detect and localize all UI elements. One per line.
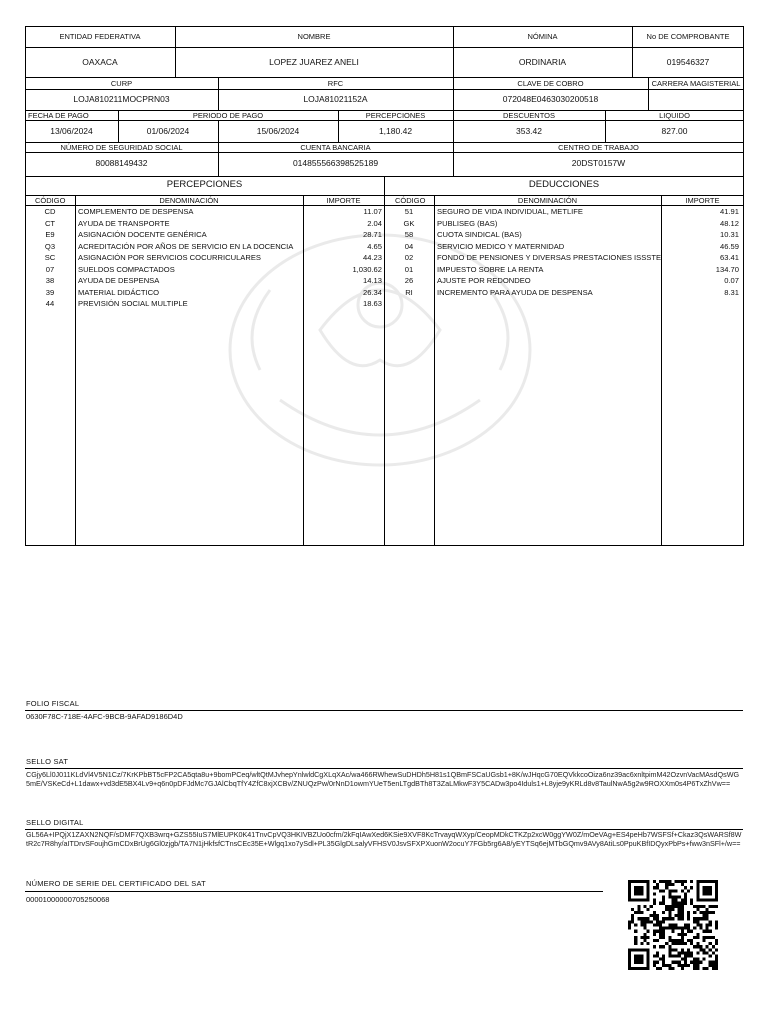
liquido-label: LIQUIDO (659, 111, 690, 120)
qr-code (628, 880, 718, 970)
deduccion-importe: 10.31 (719, 230, 739, 239)
percepcion-denominacion: MATERIAL DIDÁCTICO (78, 287, 160, 297)
percepcion-denominacion: COMPLEMENTO DE DESPENSA (78, 207, 194, 216)
percepcion-importe: 2.04 (367, 218, 382, 228)
percepcion-codigo: 07 (45, 264, 55, 274)
percepcion-importe: 44.23 (362, 253, 382, 262)
nss-value: 80088149432 (95, 158, 148, 168)
deduccion-importe: 41.91 (719, 207, 739, 216)
curp-value: LOJA810211MOCPRN03 (73, 94, 170, 104)
descuentos-label: DESCUENTOS (503, 111, 555, 120)
entidad-label: ENTIDAD FEDERATIVA (59, 32, 141, 41)
percepcion-codigo: CT (44, 218, 56, 228)
clave-cobro-label: CLAVE DE COBRO (517, 79, 584, 88)
percepcion-importe: 4.65 (367, 241, 382, 251)
percepcion-codigo: Q3 (44, 241, 56, 251)
percepcion-importe: 1,030.62 (352, 264, 382, 274)
percepcion-codigo: 39 (45, 287, 55, 297)
clave-cobro-value: 072048E0463030200518 (502, 94, 599, 104)
perc-col-importe: IMPORTE (326, 196, 361, 205)
deduccion-importe: 0.07 (724, 276, 739, 285)
cuenta-label: CUENTA BANCARIA (300, 143, 371, 152)
deduccion-importe: 134.70 (715, 264, 739, 274)
deduccion-denominacion: INCREMENTO PARA AYUDA DE DESPENSA (437, 287, 593, 297)
percepcion-codigo: 44 (45, 299, 55, 308)
rfc-label: RFC (327, 79, 344, 88)
sello-digital-value: GL56A+IPQjX1ZAXN2NQF/sDMF7QXB3wrq+GZS55IuS7MlEUPK0K41TnvCpVQ3HKIVBZUo0cfm/2kFqIAwXed6KSie9XVF8KcTrvayqWXyp/CeopMDkCTKZp2xcW0ggYW0Z/mOeVAg+ES4peHb7WSFSf+Ckaz3QsWARSf8WtR2c7R8hy/aITDrvSFoujhGmCDxBrUg6Gl0zjgb/TA7N1jHkfsfCTnsCEc35E+Wlgq1xo7ySdl+PL35GlgDLsalyVFHSV0JsvSFXPXuonW2ocuY7FGb5rg6A8/yEYTSq6ejMTbGQmv9AVy8AtiLs0PpuKBfIDQyxPbPs+fww3nSFl+/w== (26, 830, 742, 848)
percepcion-denominacion: ASIGNACIÓN POR SERVICIOS COCURRICULARES (78, 253, 261, 262)
fecha-pago-label: FECHA DE PAGO (28, 111, 89, 120)
nomina-value: ORDINARIA (518, 57, 567, 67)
deduccion-codigo: 02 (404, 253, 414, 262)
perc-col-denominacion: DENOMINACIÓN (159, 196, 219, 205)
deduccion-codigo: 51 (404, 207, 414, 216)
deduccion-denominacion: IMPUESTO SOBRE LA RENTA (437, 264, 544, 274)
deduccion-denominacion: CUOTA SINDICAL (BAS) (437, 230, 522, 239)
curp-label: CURP (110, 79, 133, 88)
nombre-label: NOMBRE (297, 32, 331, 41)
sello-digital-label: SELLO DIGITAL (26, 818, 84, 827)
percepcion-denominacion: ASIGNACIÓN DOCENTE GENÉRICA (78, 230, 207, 239)
deduccion-importe: 8.31 (724, 287, 739, 297)
deduccion-codigo: 04 (404, 241, 414, 251)
folio-label: FOLIO FISCAL (26, 699, 80, 708)
descuentos-value: 353.42 (516, 126, 542, 136)
cuenta-value: 014855566398525189 (292, 158, 379, 168)
deduccion-denominacion: SERVICIO MEDICO Y MATERNIDAD (437, 241, 565, 251)
percepcion-codigo: CD (44, 207, 56, 216)
sello-sat-value: CGjy6Ll0J011KLdVl4V5N1Cz/7KrKPbBT5cFP2CA5qta8u+9bomPCeq/wltQtMJvhepYnlwldCgXLqXAc/wa466RWhewSuDHDh5H81s1QBmFSCaUGsb1+8K/wJHqcG70EQVkkcoOiza6nz39ac6xnltpimM42OzvnVacMAsdQsWG5mE/VSKeCd+L1dawx+vd3dE5BX4Lv9+q6n0pDFJdMc7GJAlCbqTfY4ZfC8xjXCBv/ZNUQzPw/0rNnD1owmYUeT5enLTgdBTh8T3ZaLMkwF3Y5CADw3po4Iduls1+L8yje9yKRLd8v8TaulNwA5g2w9ROXXm0s4P6TxZhVw== (26, 770, 740, 788)
periodo-inicio-value: 01/06/2024 (146, 126, 190, 136)
nombre-value: LOPEZ JUAREZ ANELI (269, 57, 359, 67)
deduccion-codigo: 26 (404, 276, 414, 285)
percepcion-codigo: 38 (45, 276, 55, 285)
deduccion-denominacion: SEGURO DE VIDA INDIVIDUAL, METLIFE (437, 207, 583, 216)
nomina-label: NÓMINA (527, 32, 558, 41)
centro-value: 20DST0157W (571, 158, 626, 168)
periodo-fin-value: 15/06/2024 (256, 126, 300, 136)
deduccion-codigo: 58 (404, 230, 414, 239)
deduccion-denominacion: AJUSTE POR REDONDEO (437, 276, 531, 285)
rfc-value: LOJA81021152A (303, 94, 368, 104)
percepcion-codigo: SC (44, 253, 56, 262)
deduccion-codigo: RI (405, 287, 413, 297)
perc-col-codigo: CÓDIGO (35, 196, 66, 205)
percepcion-codigo: E9 (45, 230, 55, 239)
deduccion-codigo: GK (403, 218, 415, 228)
comprobante-value: 019546327 (666, 57, 710, 67)
ded-col-denominacion: DENOMINACIÓN (517, 196, 578, 205)
percepcion-denominacion: PREVISIÓN SOCIAL MULTIPLE (78, 299, 188, 308)
deducciones-title: DEDUCCIONES (528, 179, 600, 190)
percepcion-importe: 28.71 (362, 230, 382, 239)
liquido-value: 827.00 (661, 126, 688, 136)
percepciones-total-value: 1,180.42 (378, 126, 413, 136)
percepciones-total-label: PERCEPCIONES (365, 111, 426, 120)
ded-col-codigo: CÓDIGO (395, 196, 426, 205)
percepciones-title: PERCEPCIONES (166, 179, 243, 190)
periodo-label: PERIODO DE PAGO (192, 111, 264, 120)
deduccion-importe: 63.41 (719, 253, 739, 262)
percepcion-importe: 18.63 (362, 299, 382, 308)
percepcion-denominacion: AYUDA DE TRANSPORTE (78, 218, 170, 228)
entidad-value: OAXACA (82, 57, 118, 67)
fecha-pago-value: 13/06/2024 (50, 126, 93, 136)
deduccion-denominacion: PUBLISEG (BAS) (437, 218, 498, 228)
percepcion-importe: 26.34 (362, 287, 382, 297)
percepcion-importe: 14.13 (362, 276, 382, 285)
ded-col-importe: IMPORTE (685, 196, 720, 205)
nss-label: NÚMERO DE SEGURIDAD SOCIAL (60, 143, 183, 152)
sello-sat-label: SELLO SAT (26, 757, 69, 766)
serie-label: NÚMERO DE SERIE DEL CERTIFICADO DEL SAT (26, 879, 206, 888)
deduccion-denominacion: FONDO DE PENSIONES Y DIVERSAS PRESTACIONES ISSSTE (437, 253, 662, 262)
folio-value: 0630F78C-718E-4AFC-9BCB-9AFAD9186D4D (26, 712, 183, 721)
percepcion-importe: 11.07 (363, 207, 382, 216)
percepcion-denominacion: AYUDA DE DESPENSA (78, 276, 160, 285)
serie-value: 00001000000705250068 (26, 895, 110, 904)
carrera-label: CARRERA MAGISTERIAL (651, 79, 741, 88)
percepcion-denominacion: SUELDOS COMPACTADOS (78, 264, 175, 274)
comprobante-label: No DE COMPROBANTE (646, 32, 730, 41)
deduccion-importe: 48.12 (719, 218, 739, 228)
centro-label: CENTRO DE TRABAJO (558, 143, 639, 152)
deduccion-importe: 46.59 (719, 241, 739, 251)
deduccion-codigo: 01 (404, 264, 414, 274)
percepcion-denominacion: ACREDITACIÓN POR AÑOS DE SERVICIO EN LA DOCENCIA (78, 241, 294, 251)
